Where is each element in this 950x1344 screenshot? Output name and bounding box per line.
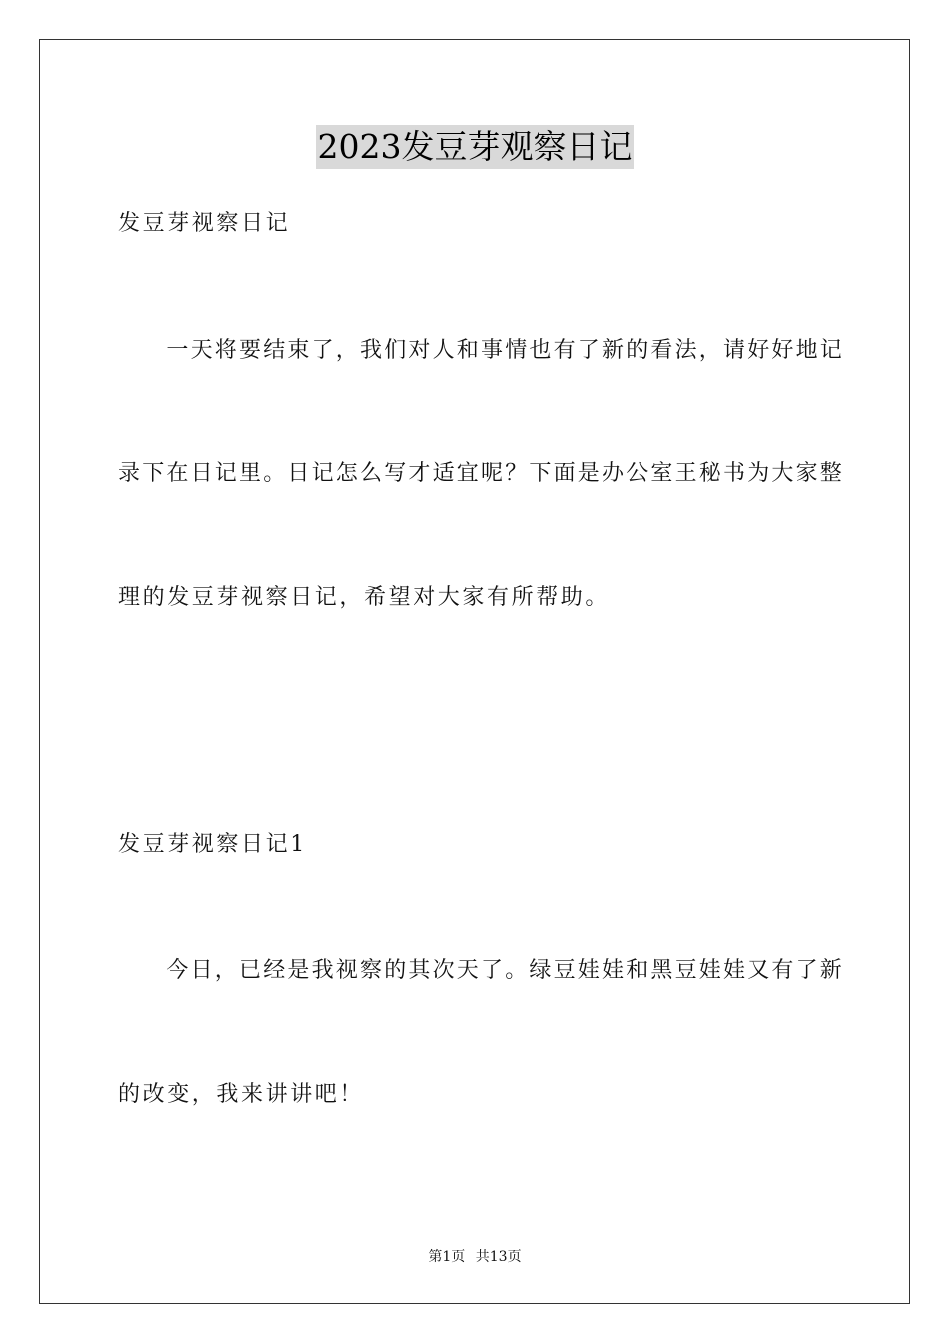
paragraph-line: 今日，已经是我视察的其次天了。绿豆娃娃和黑豆娃娃又有了新 [118, 958, 845, 983]
subheading: 发豆芽视察日记 [118, 211, 291, 236]
page-total: 共13页 [475, 1249, 522, 1265]
paragraph-line: 录下在日记里。日记怎么写才适宜呢？下面是办公室王秘书为大家整 [118, 461, 845, 486]
page-footer [0, 1247, 950, 1267]
section-heading: 发豆芽视察日记1 [118, 832, 307, 857]
title-container [0, 125, 950, 169]
document-title: 2023发豆芽观察日记 [316, 125, 635, 169]
paragraph-line: 理的发豆芽视察日记，希望对大家有所帮助。 [118, 585, 611, 610]
paragraph-line: 一天将要结束了，我们对人和事情也有了新的看法，请好好地记 [118, 338, 845, 363]
paragraph-line: 的改变，我来讲讲吧！ [118, 1082, 365, 1107]
page-number: 第1页 [428, 1249, 466, 1265]
